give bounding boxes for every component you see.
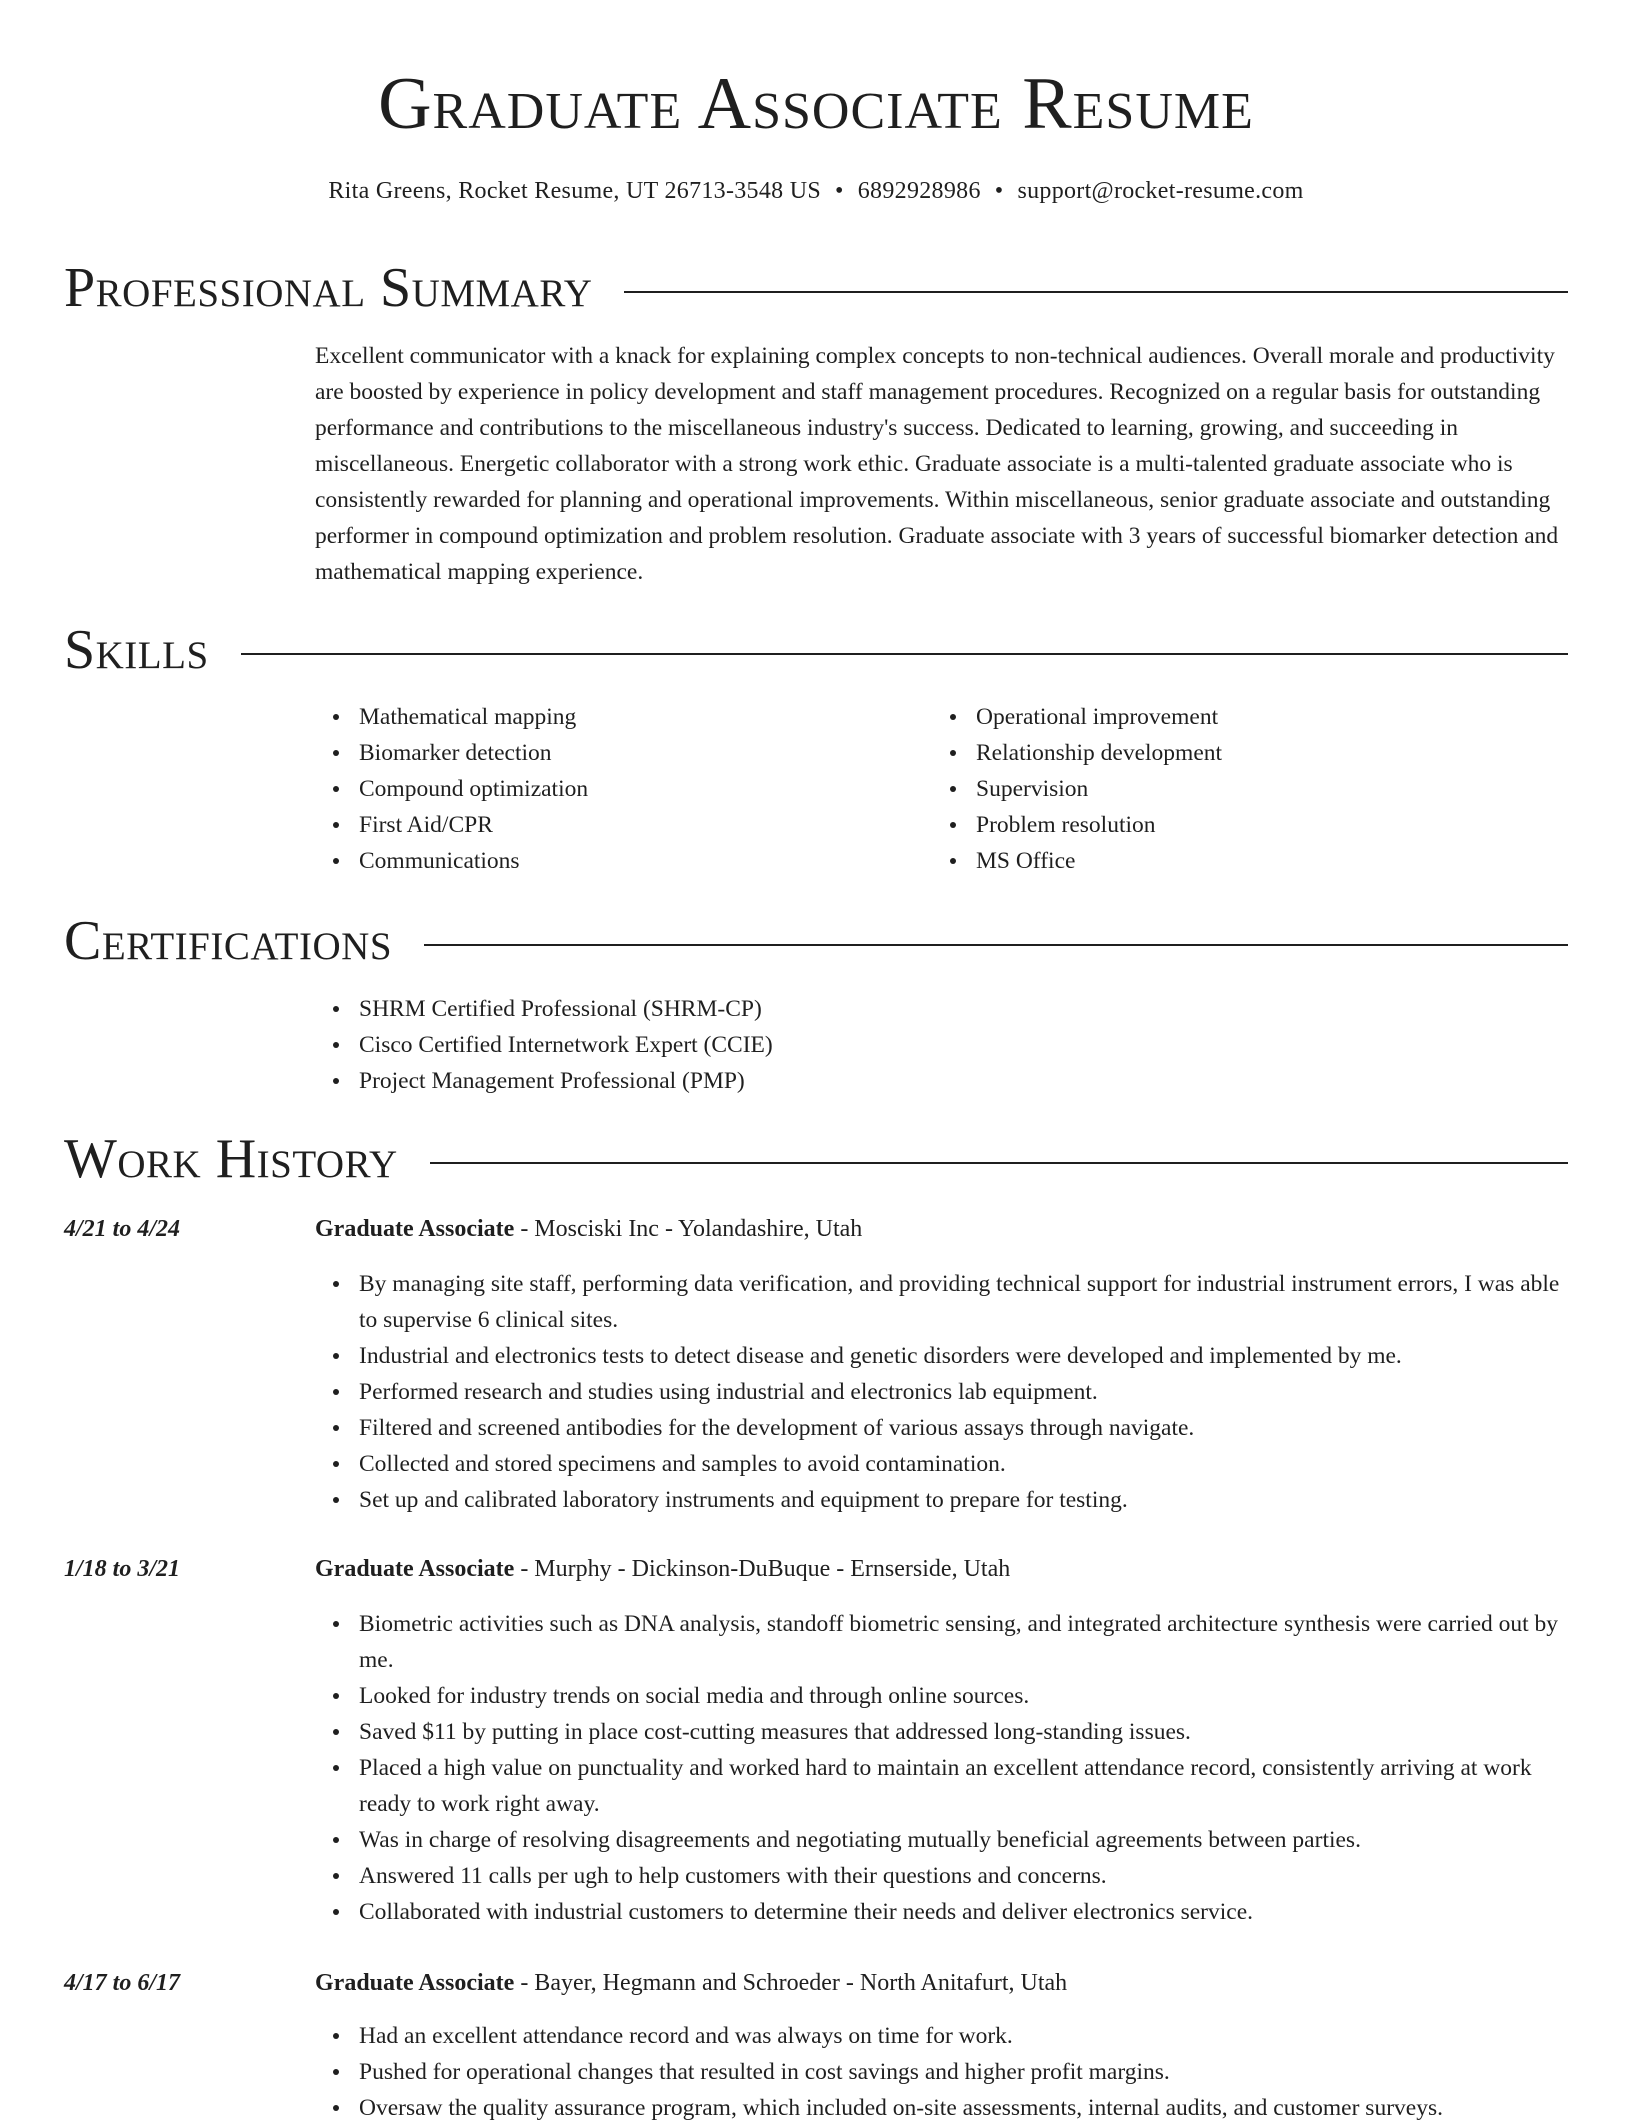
job-dates: 4/17 to 6/17	[64, 1970, 181, 1996]
section-divider	[430, 1162, 1568, 1164]
job-bullet: Collected and stored specimens and samples to avoid contamination.	[315, 1446, 1577, 1482]
certification-item: Cisco Certified Internetwork Expert (CCIE)	[315, 1027, 1415, 1063]
job-bullet: Looked for industry trends on social media and through online sources.	[315, 1678, 1577, 1714]
summary-section-header	[64, 255, 1568, 321]
job-bullet: Set up and calibrated laboratory instruments and equipment to prepare for testing.	[315, 1482, 1577, 1518]
job-bullet: Placed a high value on punctuality and worked hard to maintain an excellent attendance record, consistently arriving at work ready to work right away.	[315, 1750, 1577, 1822]
job-dates: 4/21 to 4/24	[64, 1216, 181, 1242]
job-bullet-list	[315, 1606, 1577, 1930]
contact-address: Rita Greens, Rocket Resume, UT 26713-3548 US	[328, 178, 822, 204]
skills-list-right	[932, 699, 1532, 879]
job-employer-location: - Mosciski Inc - Yolandashire, Utah	[514, 1216, 863, 1242]
job-bullet: Performed research and studies using industrial and electronics lab equipment.	[315, 1374, 1577, 1410]
skill-item: MS Office	[932, 843, 1532, 879]
contact-separator: •	[835, 178, 844, 204]
job-bullet: Oversaw the quality assurance program, which included on-site assessments, internal audits, and customer surveys.	[315, 2090, 1577, 2126]
section-divider	[624, 291, 1568, 293]
job-bullet: By managing site staff, performing data verification, and providing technical support for industrial instrument errors, I was able to supervise 6 clinical sites.	[315, 1266, 1577, 1338]
summary-text: Excellent communicator with a knack for explaining complex concepts to non-technical audiences. Overall morale and productivity are boosted by experience in policy development and staff management procedures. Recognized on a regular basis for outstanding performance and contributions to the miscellaneous industry's success. Dedicated to learning, growing, and succeeding in miscellaneous. Energetic collaborator with a strong work ethic. Graduate associate is a multi-talented graduate associate who is consistently rewarded for planning and operational improvements. Within miscellaneous, senior graduate associate and outstanding performer in compound optimization and problem resolution. Graduate associate with 3 years of successful biomarker detection and mathematical mapping experience.	[315, 343, 1559, 585]
contact-line	[0, 174, 1632, 208]
job-bullet: Was in charge of resolving disagreements and negotiating mutually beneficial agreements between parties.	[315, 1822, 1577, 1858]
job-bullet: Biometric activities such as DNA analysis, standoff biometric sensing, and integrated architecture synthesis were carried out by me.	[315, 1606, 1577, 1678]
skill-item: Mathematical mapping	[315, 699, 915, 735]
skill-item: Problem resolution	[932, 807, 1532, 843]
contact-separator: •	[994, 178, 1004, 204]
contact-email: support@rocket-resume.com	[1017, 178, 1304, 204]
work-history-section-header	[64, 1126, 1568, 1192]
job-bullet-list	[315, 1266, 1577, 1518]
certifications-heading: Certifications	[64, 910, 393, 972]
certification-item: SHRM Certified Professional (SHRM-CP)	[315, 991, 1415, 1027]
job-bullet: Industrial and electronics tests to detect disease and genetic disorders were developed and implemented by me.	[315, 1338, 1577, 1374]
work-history-heading: Work History	[64, 1128, 398, 1190]
section-divider	[424, 944, 1568, 946]
job-heading	[315, 1551, 1010, 1587]
section-divider	[241, 653, 1568, 655]
skill-item: Supervision	[932, 771, 1532, 807]
job-bullet: Answered 11 calls per ugh to help customers with their questions and concerns.	[315, 1858, 1577, 1894]
job-bullet: Saved $11 by putting in place cost-cutting measures that addressed long-standing issues.	[315, 1714, 1577, 1750]
certification-item: Project Management Professional (PMP)	[315, 1063, 1415, 1099]
job-dates: 1/18 to 3/21	[64, 1556, 181, 1582]
certifications-section-header	[64, 908, 1568, 974]
skills-heading: Skills	[64, 619, 209, 681]
resume-title: Graduate Associate Resume	[378, 63, 1254, 145]
summary-heading: Professional Summary	[64, 257, 593, 319]
skills-section-header	[64, 617, 1568, 683]
job-title: Graduate Associate	[315, 1556, 515, 1582]
job-employer-location: - Murphy - Dickinson-DuBuque - Ernserside, Utah	[514, 1556, 1011, 1582]
job-bullet-list	[315, 2018, 1577, 2126]
skill-item: Compound optimization	[315, 771, 915, 807]
skill-item: Communications	[315, 843, 915, 879]
skill-item: Biomarker detection	[315, 735, 915, 771]
skill-item: First Aid/CPR	[315, 807, 915, 843]
job-bullet: Collaborated with industrial customers to determine their needs and deliver electronics service.	[315, 1894, 1577, 1930]
skills-list-left	[315, 699, 915, 879]
job-bullet: Had an excellent attendance record and was always on time for work.	[315, 2018, 1577, 2054]
job-heading	[315, 1211, 862, 1247]
job-bullet: Pushed for operational changes that resulted in cost savings and higher profit margins.	[315, 2054, 1577, 2090]
job-title: Graduate Associate	[315, 1216, 515, 1242]
skill-item: Relationship development	[932, 735, 1532, 771]
certifications-list	[315, 991, 1415, 1099]
job-heading	[315, 1965, 1067, 2001]
job-employer-location: - Bayer, Hegmann and Schroeder - North Anitafurt, Utah	[514, 1970, 1068, 1996]
job-bullet: Filtered and screened antibodies for the development of various assays through navigate.	[315, 1410, 1577, 1446]
skill-item: Operational improvement	[932, 699, 1532, 735]
contact-phone: 6892928986	[857, 178, 981, 204]
job-title: Graduate Associate	[315, 1970, 515, 1996]
